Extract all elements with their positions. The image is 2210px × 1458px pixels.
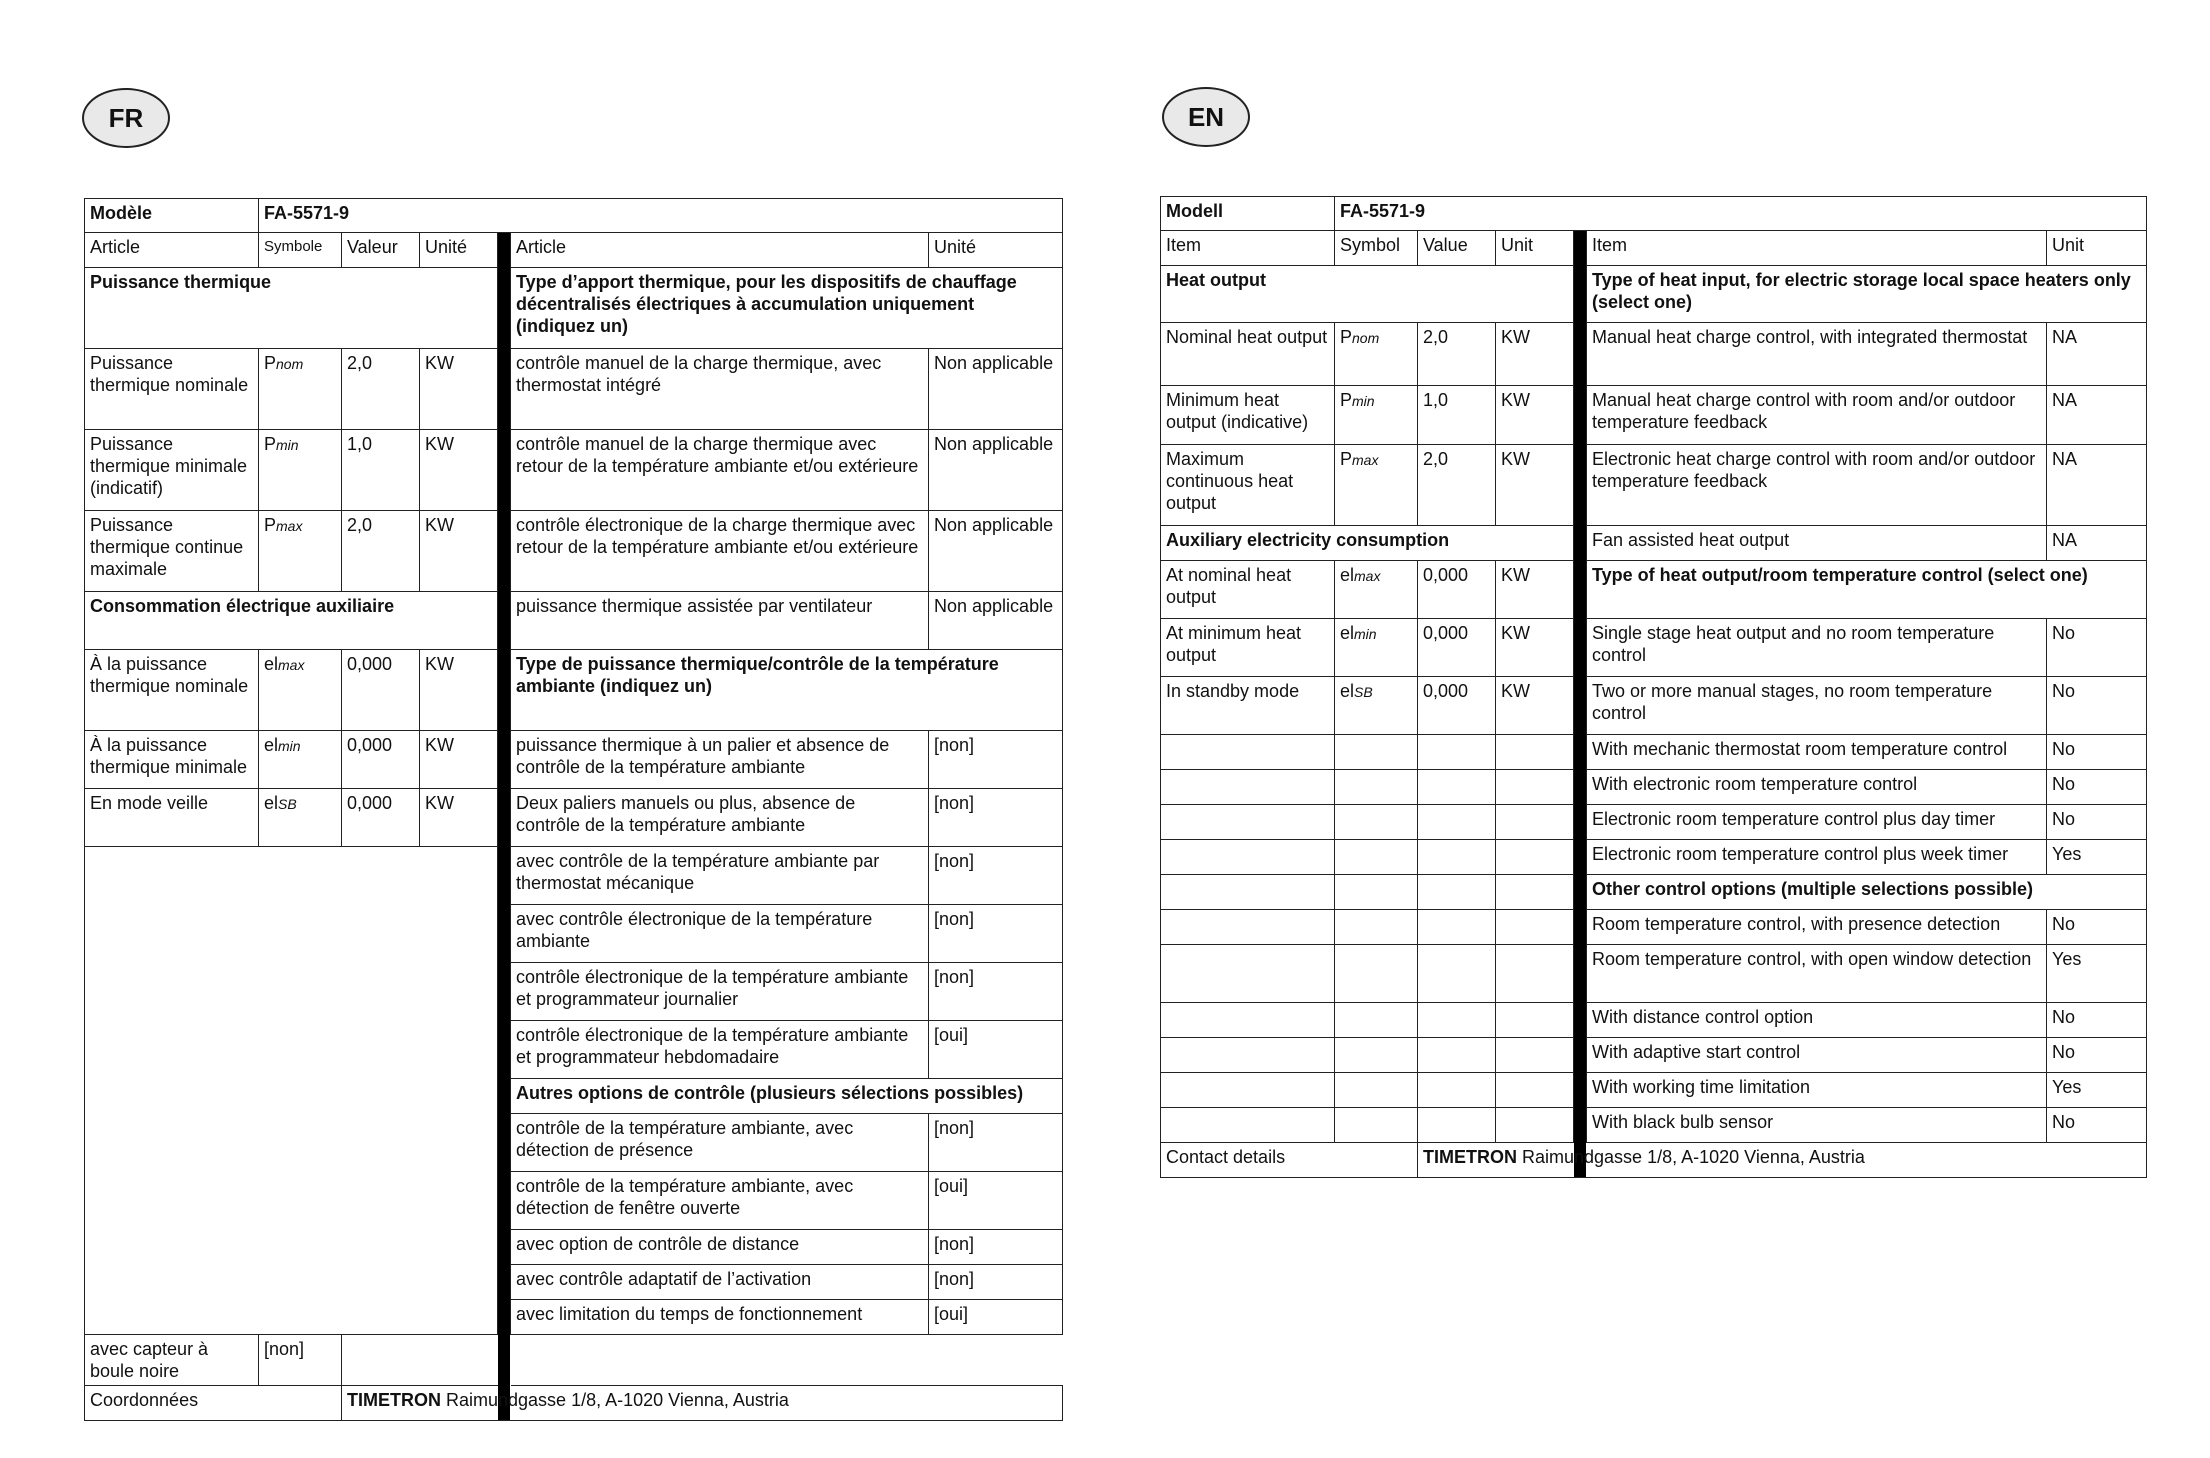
row-symbol: Pnom [259, 349, 342, 430]
row-value: 1,0 [1418, 386, 1496, 445]
right-unit: Non applicable [929, 592, 1063, 650]
fr-spec-table [84, 198, 1063, 1421]
right-item: Room temperature control, with open window detection [1587, 945, 2047, 1003]
right-unit: No [2047, 619, 2147, 677]
empty-cell [1161, 945, 1335, 1003]
empty-cell [1335, 735, 1418, 770]
row-unit: KW [420, 430, 498, 511]
right-unit: [non] [929, 1265, 1063, 1300]
section-heat-input: Type of heat input, for electric storage local space heaters only (select one) [1587, 266, 2147, 323]
empty-cell [1161, 805, 1335, 840]
column-separator [498, 233, 511, 1421]
row-unit: KW [1496, 386, 1574, 445]
row-value: 2,0 [342, 511, 420, 592]
empty-cell [1418, 735, 1496, 770]
right-item: avec option de contrôle de distance [511, 1230, 929, 1265]
row-value: 0,000 [342, 650, 420, 731]
language-badge-en: EN [1162, 87, 1250, 147]
section-other-options: Other control options (multiple selections possible) [1587, 875, 2147, 910]
right-unit: Yes [2047, 945, 2147, 1003]
row-label: At nominal heat output [1161, 561, 1335, 619]
empty-cell [1161, 1003, 1335, 1038]
empty-cell [1418, 1108, 1496, 1143]
empty-cell [1496, 735, 1574, 770]
empty-cell [1335, 910, 1418, 945]
right-unit: Non applicable [929, 430, 1063, 511]
language-badge-fr: FR [82, 88, 170, 148]
row-value: 0,000 [342, 731, 420, 789]
right-unit: [non] [929, 1114, 1063, 1172]
empty-cell [1161, 875, 1335, 910]
right-unit: No [2047, 735, 2147, 770]
empty-cell [1161, 1108, 1335, 1143]
row-value: 0,000 [1418, 677, 1496, 735]
empty-cell [1496, 910, 1574, 945]
right-item: Fan assisted heat output [1587, 526, 2047, 561]
section-control-type: Type of heat output/room temperature control (select one) [1587, 561, 2147, 619]
right-unit: [non] [929, 847, 1063, 905]
row-value: 1,0 [342, 430, 420, 511]
right-unit: No [2047, 770, 2147, 805]
col-header-article: Article [85, 233, 259, 268]
empty-cell [1496, 1003, 1574, 1038]
right-item: contrôle électronique de la température ambiante et programmateur hebdomadaire [511, 1021, 929, 1079]
contact-brand: TIMETRON [347, 1390, 441, 1410]
col-header-item: Item [1161, 231, 1335, 266]
empty-cell [1161, 770, 1335, 805]
row-value: 2,0 [1418, 323, 1496, 386]
contact-details [342, 1386, 1063, 1421]
right-item: Electronic room temperature control plus week timer [1587, 840, 2047, 875]
row-unit: KW [1496, 323, 1574, 386]
section-heat-output: Puissance thermique [85, 268, 498, 349]
row-symbol: elmin [1335, 619, 1418, 677]
row-unit: KW [420, 650, 498, 731]
right-unit: [non] [929, 789, 1063, 847]
empty-cell [1335, 805, 1418, 840]
right-item: contrôle manuel de la charge thermique, avec thermostat intégré [511, 349, 929, 430]
right-unit: NA [2047, 323, 2147, 386]
right-item: With mechanic thermostat room temperature control [1587, 735, 2047, 770]
empty-cell [1418, 840, 1496, 875]
contact-address: Raimundgasse 1/8, A-1020 Vienna, Austria [1517, 1147, 1865, 1167]
section-heat-input: Type d’apport thermique, pour les dispositifs de chauffage décentralisés électriques à accumulation uniquement (indiquez un) [511, 268, 1063, 349]
row-symbol: elmax [1335, 561, 1418, 619]
col-header-value: Value [1418, 231, 1496, 266]
empty-cell [1335, 1073, 1418, 1108]
col-header-symbol: Symbole [259, 233, 342, 268]
empty-cell [1496, 805, 1574, 840]
section-aux-consumption: Auxiliary electricity consumption [1161, 526, 1574, 561]
row-symbol: elSB [259, 789, 342, 847]
col-header-unit: Unité [420, 233, 498, 268]
col-header-unit: Unit [1496, 231, 1574, 266]
empty-cell [1335, 1108, 1418, 1143]
col-header-symbol: Symbol [1335, 231, 1418, 266]
empty-cell [1496, 945, 1574, 1003]
right-unit: [non] [929, 905, 1063, 963]
col-header-item-right: Item [1587, 231, 2047, 266]
contact-label: Contact details [1161, 1143, 1418, 1178]
right-unit: Yes [2047, 1073, 2147, 1108]
row-value: 0,000 [342, 789, 420, 847]
row-value: 0,000 [1418, 619, 1496, 677]
right-unit: No [2047, 1108, 2147, 1143]
empty-cell [1335, 840, 1418, 875]
row-label: À la puissance thermique minimale [85, 731, 259, 789]
row-unit: KW [1496, 561, 1574, 619]
empty-cell [1335, 945, 1418, 1003]
col-header-unit-right: Unit [2047, 231, 2147, 266]
empty-area [85, 847, 498, 1335]
model-label: Modèle [85, 199, 259, 233]
right-item: Deux paliers manuels ou plus, absence de contrôle de la température ambiante [511, 789, 929, 847]
right-item: contrôle de la température ambiante, avec détection de fenêtre ouverte [511, 1172, 929, 1230]
column-separator [1574, 231, 1587, 1178]
empty-cell [1161, 910, 1335, 945]
row-unit: KW [420, 789, 498, 847]
section-aux-consumption: Consommation électrique auxiliaire [85, 592, 498, 650]
right-item: avec contrôle adaptatif de l’activation [511, 1265, 929, 1300]
contact-details [1418, 1143, 2147, 1178]
right-item: puissance thermique assistée par ventilateur [511, 592, 929, 650]
right-unit: NA [2047, 386, 2147, 445]
empty-cell [1418, 1073, 1496, 1108]
right-item: avec limitation du temps de fonctionnement [511, 1300, 929, 1335]
right-item: avec contrôle électronique de la température ambiante [511, 905, 929, 963]
empty-cell [1335, 1038, 1418, 1073]
empty-cell [1496, 770, 1574, 805]
model-label: Modell [1161, 197, 1335, 231]
row-symbol: elmax [259, 650, 342, 731]
right-item: With adaptive start control [1587, 1038, 2047, 1073]
right-item: contrôle électronique de la température ambiante et programmateur journalier [511, 963, 929, 1021]
row-unit: KW [420, 511, 498, 592]
model-value: FA-5571-9 [259, 199, 1063, 233]
right-item: With electronic room temperature control [1587, 770, 2047, 805]
row-symbol: Pmax [259, 511, 342, 592]
empty-cell [1161, 1073, 1335, 1108]
right-item: Room temperature control, with presence detection [1587, 910, 2047, 945]
contact-address: Raimundgasse 1/8, A-1020 Vienna, Austria [441, 1390, 789, 1410]
empty-cell [1418, 875, 1496, 910]
row-value: 0,000 [1418, 561, 1496, 619]
section-heat-output: Heat output [1161, 266, 1574, 323]
row-symbol: Pmin [1335, 386, 1418, 445]
row-symbol: elmin [259, 731, 342, 789]
right-unit: Non applicable [929, 511, 1063, 592]
col-header-unit-right: Unité [929, 233, 1063, 268]
right-unit: No [2047, 1038, 2147, 1073]
right-item: Single stage heat output and no room temperature control [1587, 619, 2047, 677]
row-label: Puissance thermique nominale [85, 349, 259, 430]
empty-cell [1496, 1108, 1574, 1143]
right-item: With distance control option [1587, 1003, 2047, 1038]
row-unit: KW [1496, 677, 1574, 735]
right-item: Manual heat charge control, with integrated thermostat [1587, 323, 2047, 386]
right-item: avec capteur à boule noire [85, 1335, 259, 1386]
empty-cell [1496, 1073, 1574, 1108]
empty-cell [1496, 840, 1574, 875]
right-item: Electronic room temperature control plus day timer [1587, 805, 2047, 840]
empty-cell [1335, 770, 1418, 805]
empty-cell [1418, 770, 1496, 805]
right-item: contrôle de la température ambiante, avec détection de présence [511, 1114, 929, 1172]
right-unit: No [2047, 805, 2147, 840]
empty-cell [1335, 1003, 1418, 1038]
row-symbol: Pmax [1335, 445, 1418, 526]
right-item: With black bulb sensor [1587, 1108, 2047, 1143]
right-item: puissance thermique à un palier et absence de contrôle de la température ambiante [511, 731, 929, 789]
right-unit: [non] [929, 731, 1063, 789]
contact-brand: TIMETRON [1423, 1147, 1517, 1167]
row-symbol: elSB [1335, 677, 1418, 735]
right-unit: Non applicable [929, 349, 1063, 430]
right-item: Electronic heat charge control with room and/or outdoor temperature feedback [1587, 445, 2047, 526]
row-label: Puissance thermique continue maximale [85, 511, 259, 592]
row-label: At minimum heat output [1161, 619, 1335, 677]
empty-cell [1418, 1003, 1496, 1038]
row-label: Nominal heat output [1161, 323, 1335, 386]
row-label: Maximum continuous heat output [1161, 445, 1335, 526]
empty-cell [1161, 735, 1335, 770]
right-unit: [non] [929, 1230, 1063, 1265]
en-spec-table [1160, 196, 2147, 1178]
right-unit: NA [2047, 445, 2147, 526]
row-symbol: Pnom [1335, 323, 1418, 386]
right-item: With working time limitation [1587, 1073, 2047, 1108]
row-label: Puissance thermique minimale (indicatif) [85, 430, 259, 511]
row-unit: KW [420, 731, 498, 789]
right-item: contrôle manuel de la charge thermique avec retour de la température ambiante et/ou extérieure [511, 430, 929, 511]
row-label: In standby mode [1161, 677, 1335, 735]
row-label: Minimum heat output (indicative) [1161, 386, 1335, 445]
right-unit: [non] [259, 1335, 342, 1386]
section-other-options: Autres options de contrôle (plusieurs sélections possibles) [511, 1079, 1063, 1114]
right-unit: NA [2047, 526, 2147, 561]
right-unit: [oui] [929, 1172, 1063, 1230]
row-value: 2,0 [1418, 445, 1496, 526]
row-unit: KW [1496, 619, 1574, 677]
right-unit: Yes [2047, 840, 2147, 875]
empty-cell [1418, 910, 1496, 945]
right-item: Manual heat charge control with room and/or outdoor temperature feedback [1587, 386, 2047, 445]
row-unit: KW [420, 349, 498, 430]
contact-label: Coordonnées [85, 1386, 342, 1421]
right-unit: No [2047, 910, 2147, 945]
right-item: contrôle électronique de la charge thermique avec retour de la température ambiante et/ou extérieure [511, 511, 929, 592]
row-label: À la puissance thermique nominale [85, 650, 259, 731]
model-value: FA-5571-9 [1335, 197, 2147, 231]
empty-cell [1418, 945, 1496, 1003]
empty-cell [1161, 840, 1335, 875]
empty-cell [1418, 1038, 1496, 1073]
row-unit: KW [1496, 445, 1574, 526]
right-unit: No [2047, 677, 2147, 735]
right-unit: [oui] [929, 1300, 1063, 1335]
empty-cell [1496, 1038, 1574, 1073]
col-header-article-right: Article [511, 233, 929, 268]
right-unit: No [2047, 1003, 2147, 1038]
row-symbol: Pmin [259, 430, 342, 511]
right-item: Two or more manual stages, no room temperature control [1587, 677, 2047, 735]
empty-cell [1161, 1038, 1335, 1073]
empty-cell [1418, 805, 1496, 840]
col-header-value: Valeur [342, 233, 420, 268]
right-unit: [oui] [929, 1021, 1063, 1079]
row-label: En mode veille [85, 789, 259, 847]
right-item: avec contrôle de la température ambiante par thermostat mécanique [511, 847, 929, 905]
row-value: 2,0 [342, 349, 420, 430]
section-control-type: Type de puissance thermique/contrôle de la température ambiante (indiquez un) [511, 650, 1063, 731]
empty-cell [1335, 875, 1418, 910]
right-unit: [non] [929, 963, 1063, 1021]
empty-cell [1496, 875, 1574, 910]
